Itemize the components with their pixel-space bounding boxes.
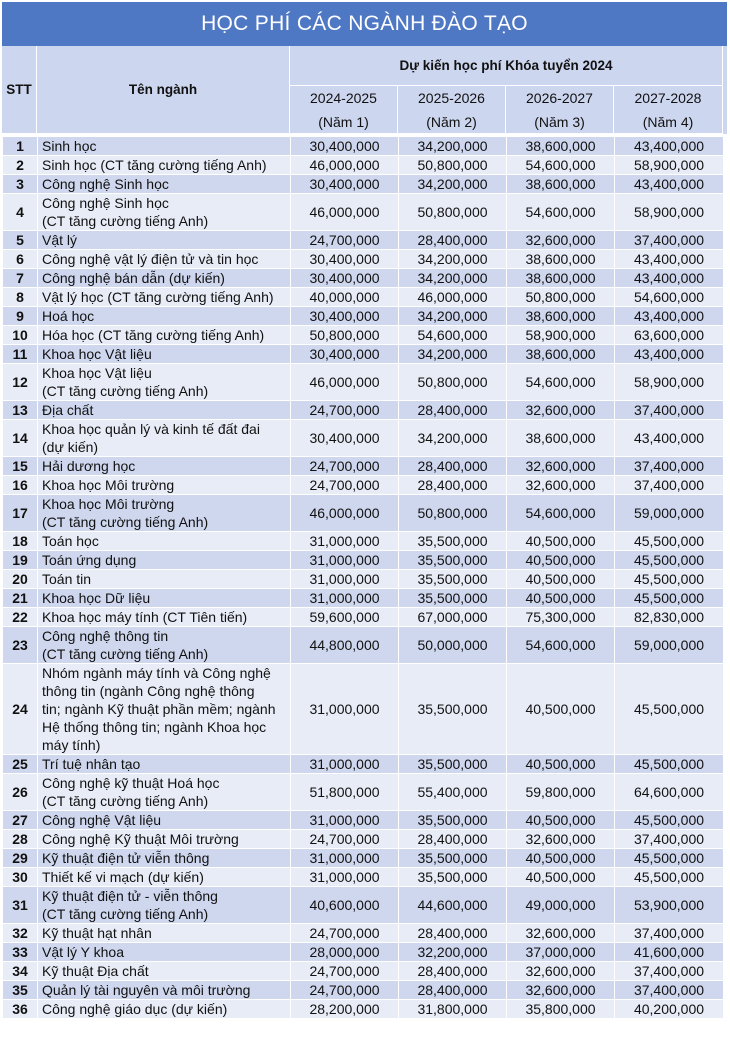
program-name: Khoa học Môi trường (CT tăng cường tiếng Anh): [38, 495, 291, 532]
fee-year-2: 34,200,000: [399, 345, 507, 364]
fee-year-4: 64,600,000: [615, 774, 724, 811]
page-title: HỌC PHÍ CÁC NGÀNH ĐÀO TẠO: [2, 2, 727, 46]
row-number: 1: [3, 137, 38, 156]
year-label: (Năm 2): [426, 113, 477, 130]
table-row: [3, 887, 724, 924]
row-number: 4: [3, 194, 38, 231]
fee-year-3: 38,600,000: [507, 175, 615, 194]
program-name: Kỹ thuật điện tử - viễn thông (CT tăng cường tiếng Anh): [38, 887, 291, 924]
fee-year-3: 32,600,000: [507, 457, 615, 476]
fee-year-2: 35,500,000: [399, 664, 507, 755]
program-name: Địa chất: [38, 401, 291, 420]
table-row: [3, 1000, 724, 1019]
program-name: Sinh học (CT tăng cường tiếng Anh): [38, 156, 291, 175]
program-name: Khoa học quản lý và kinh tế đất đai (dự kiến): [38, 420, 291, 457]
fee-year-2: 50,800,000: [399, 364, 507, 401]
year-label: (Năm 4): [642, 113, 694, 130]
fee-year-4: 45,500,000: [615, 551, 724, 570]
fee-year-3: 75,300,000: [507, 608, 615, 627]
fee-year-1: 40,000,000: [291, 288, 399, 307]
fee-year-4: 40,200,000: [615, 1000, 724, 1019]
program-name: Công nghệ thông tin (CT tăng cường tiếng Anh): [38, 627, 291, 664]
program-name: Hoá học: [38, 307, 291, 326]
row-number: 20: [3, 570, 38, 589]
year-label: (Năm 1): [318, 113, 369, 130]
fee-year-4: 37,400,000: [615, 962, 724, 981]
table-row: [3, 570, 724, 589]
row-number: 28: [3, 830, 38, 849]
row-number: 15: [3, 457, 38, 476]
fee-year-4: 58,900,000: [615, 194, 724, 231]
program-name: Toán học: [38, 532, 291, 551]
fee-table-document: [2, 2, 727, 1048]
header-year-2: [398, 86, 506, 134]
year-range: 2027-2028: [634, 89, 702, 106]
fee-year-2: 50,000,000: [399, 627, 507, 664]
table-row: [3, 551, 724, 570]
program-name: Toán tin: [38, 570, 291, 589]
row-number: 17: [3, 495, 38, 532]
program-name: Vật lý Y khoa: [38, 943, 291, 962]
row-number: 21: [3, 589, 38, 608]
row-number: 2: [3, 156, 38, 175]
program-name: Trí tuệ nhân tạo: [38, 755, 291, 774]
fee-year-3: 40,500,000: [507, 755, 615, 774]
fee-year-2: 28,400,000: [399, 457, 507, 476]
fee-year-2: 35,500,000: [399, 589, 507, 608]
table-row: [3, 589, 724, 608]
row-number: 7: [3, 269, 38, 288]
fee-year-3: 35,800,000: [507, 1000, 615, 1019]
fee-year-3: 49,000,000: [507, 887, 615, 924]
fee-year-4: 63,600,000: [615, 326, 724, 345]
program-name: Công nghệ kỹ thuật Hoá học (CT tăng cường tiếng Anh): [38, 774, 291, 811]
fee-year-3: 32,600,000: [507, 830, 615, 849]
fee-year-2: 32,200,000: [399, 943, 507, 962]
fee-year-2: 50,800,000: [399, 194, 507, 231]
row-number: 26: [3, 774, 38, 811]
fee-year-2: 35,500,000: [399, 532, 507, 551]
fee-year-1: 40,600,000: [291, 887, 399, 924]
fee-year-3: 40,500,000: [507, 570, 615, 589]
table-row: [3, 345, 724, 364]
fee-year-3: 38,600,000: [507, 420, 615, 457]
row-number: 31: [3, 887, 38, 924]
row-number: 30: [3, 868, 38, 887]
fee-year-2: 34,200,000: [399, 175, 507, 194]
table-row: [3, 250, 724, 269]
fee-year-4: 54,600,000: [615, 288, 724, 307]
fee-year-3: 54,600,000: [507, 364, 615, 401]
program-name: Kỹ thuật Địa chất: [38, 962, 291, 981]
fee-year-2: 28,400,000: [399, 476, 507, 495]
program-name: Công nghệ Sinh học (CT tăng cường tiếng Anh): [38, 194, 291, 231]
fee-year-1: 30,400,000: [291, 345, 399, 364]
fee-year-2: 28,400,000: [399, 981, 507, 1000]
header-fee-group: Dự kiến học phí Khóa tuyển 2024: [290, 46, 723, 86]
row-number: 36: [3, 1000, 38, 1019]
fee-year-1: 24,700,000: [291, 924, 399, 943]
year-range: 2026-2027: [526, 89, 593, 106]
header-year-4: [614, 86, 723, 134]
fee-year-4: 45,500,000: [615, 868, 724, 887]
fee-year-3: 40,500,000: [507, 868, 615, 887]
fee-year-2: 35,500,000: [399, 849, 507, 868]
program-name: Sinh học: [38, 137, 291, 156]
table-row: [3, 307, 724, 326]
fee-year-2: 28,400,000: [399, 830, 507, 849]
table-row: [3, 457, 724, 476]
row-number: 32: [3, 924, 38, 943]
table-row: [3, 868, 724, 887]
fee-year-1: 24,700,000: [291, 231, 399, 250]
row-number: 3: [3, 175, 38, 194]
fee-year-4: 37,400,000: [615, 924, 724, 943]
fee-year-3: 40,500,000: [507, 664, 615, 755]
fee-year-3: 32,600,000: [507, 962, 615, 981]
table-row: [3, 532, 724, 551]
table-row: [3, 231, 724, 250]
fee-year-1: 51,800,000: [291, 774, 399, 811]
fee-year-3: 54,600,000: [507, 156, 615, 175]
fee-year-1: 46,000,000: [291, 194, 399, 231]
fee-year-4: 43,400,000: [615, 269, 724, 288]
fee-year-1: 31,000,000: [291, 664, 399, 755]
fee-year-3: 54,600,000: [507, 495, 615, 532]
fee-table: [2, 136, 724, 1019]
fee-year-2: 34,200,000: [399, 269, 507, 288]
year-range: 2024-2025: [310, 89, 377, 106]
table-row: [3, 175, 724, 194]
header-stt: STT: [2, 46, 37, 134]
fee-year-2: 34,200,000: [399, 420, 507, 457]
header-year-3: [506, 86, 614, 134]
fee-year-1: 46,000,000: [291, 495, 399, 532]
fee-year-4: 37,400,000: [615, 830, 724, 849]
row-number: 14: [3, 420, 38, 457]
fee-year-4: 58,900,000: [615, 156, 724, 175]
fee-year-1: 30,400,000: [291, 250, 399, 269]
row-number: 22: [3, 608, 38, 627]
fee-year-3: 38,600,000: [507, 307, 615, 326]
table-row: [3, 137, 724, 156]
fee-year-2: 67,000,000: [399, 608, 507, 627]
table-row: [3, 364, 724, 401]
table-row: [3, 326, 724, 345]
year-range: 2025-2026: [418, 89, 485, 106]
program-name: Hải dương học: [38, 457, 291, 476]
fee-year-1: 44,800,000: [291, 627, 399, 664]
fee-year-4: 45,500,000: [615, 664, 724, 755]
fee-year-4: 37,400,000: [615, 401, 724, 420]
fee-year-4: 45,500,000: [615, 755, 724, 774]
fee-year-4: 43,400,000: [615, 420, 724, 457]
row-number: 18: [3, 532, 38, 551]
table-row: [3, 943, 724, 962]
table-header: [2, 46, 727, 136]
fee-year-1: 31,000,000: [291, 570, 399, 589]
fee-year-3: 32,600,000: [507, 981, 615, 1000]
fee-year-2: 28,400,000: [399, 401, 507, 420]
table-row: [3, 755, 724, 774]
fee-year-1: 50,800,000: [291, 326, 399, 345]
fee-year-2: 35,500,000: [399, 570, 507, 589]
fee-year-2: 34,200,000: [399, 250, 507, 269]
fee-year-4: 59,000,000: [615, 627, 724, 664]
program-name: Công nghệ bán dẫn (dự kiến): [38, 269, 291, 288]
program-name: Nhóm ngành máy tính và Công nghệ thông tin (ngành Công nghệ thông tin; ngành Kỹ thuật phần mềm; ngành Hệ thống thông tin; ngành Khoa học máy tính): [38, 664, 291, 755]
row-number: 8: [3, 288, 38, 307]
fee-year-2: 34,200,000: [399, 137, 507, 156]
fee-year-4: 53,900,000: [615, 887, 724, 924]
fee-year-3: 54,600,000: [507, 627, 615, 664]
fee-year-1: 24,700,000: [291, 981, 399, 1000]
fee-table-body: [3, 137, 724, 1019]
program-name: Công nghệ giáo dục (dự kiến): [38, 1000, 291, 1019]
fee-year-4: 43,400,000: [615, 175, 724, 194]
fee-year-2: 50,800,000: [399, 156, 507, 175]
fee-year-4: 59,000,000: [615, 495, 724, 532]
row-number: 25: [3, 755, 38, 774]
fee-year-1: 31,000,000: [291, 551, 399, 570]
program-name: Khoa học Vật liệu: [38, 345, 291, 364]
fee-year-2: 54,600,000: [399, 326, 507, 345]
fee-year-1: 31,000,000: [291, 532, 399, 551]
fee-year-4: 82,830,000: [615, 608, 724, 627]
program-name: Kỹ thuật điện tử viễn thông: [38, 849, 291, 868]
fee-year-1: 24,700,000: [291, 457, 399, 476]
fee-year-2: 28,400,000: [399, 962, 507, 981]
fee-year-1: 30,400,000: [291, 137, 399, 156]
header-program-name: Tên ngành: [37, 46, 290, 134]
table-row: [3, 811, 724, 830]
program-name: Khoa học Môi trường: [38, 476, 291, 495]
year-label: (Năm 3): [534, 113, 585, 130]
program-name: Toán ứng dụng: [38, 551, 291, 570]
fee-year-2: 35,500,000: [399, 551, 507, 570]
row-number: 5: [3, 231, 38, 250]
fee-year-2: 55,400,000: [399, 774, 507, 811]
fee-year-3: 37,000,000: [507, 943, 615, 962]
table-row: [3, 269, 724, 288]
row-number: 16: [3, 476, 38, 495]
fee-year-1: 28,000,000: [291, 943, 399, 962]
fee-year-4: 45,500,000: [615, 811, 724, 830]
fee-year-2: 28,400,000: [399, 924, 507, 943]
fee-year-1: 30,400,000: [291, 175, 399, 194]
fee-year-1: 30,400,000: [291, 420, 399, 457]
program-name: Quản lý tài nguyên và môi trường: [38, 981, 291, 1000]
row-number: 29: [3, 849, 38, 868]
fee-year-1: 24,700,000: [291, 401, 399, 420]
row-number: 27: [3, 811, 38, 830]
table-row: [3, 420, 724, 457]
fee-year-1: 24,700,000: [291, 830, 399, 849]
fee-year-1: 24,700,000: [291, 962, 399, 981]
fee-year-4: 43,400,000: [615, 345, 724, 364]
table-row: [3, 476, 724, 495]
row-number: 19: [3, 551, 38, 570]
fee-year-3: 40,500,000: [507, 849, 615, 868]
fee-year-3: 32,600,000: [507, 924, 615, 943]
program-name: Vật lý học (CT tăng cường tiếng Anh): [38, 288, 291, 307]
fee-year-4: 37,400,000: [615, 476, 724, 495]
table-row: [3, 981, 724, 1000]
program-name: Công nghệ vật lý điện tử và tin học: [38, 250, 291, 269]
table-row: [3, 830, 724, 849]
program-name: Khoa học máy tính (CT Tiên tiến): [38, 608, 291, 627]
fee-year-1: 31,000,000: [291, 868, 399, 887]
fee-year-3: 50,800,000: [507, 288, 615, 307]
fee-year-2: 31,800,000: [399, 1000, 507, 1019]
fee-year-3: 40,500,000: [507, 811, 615, 830]
fee-year-3: 54,600,000: [507, 194, 615, 231]
fee-year-3: 38,600,000: [507, 250, 615, 269]
fee-year-4: 45,500,000: [615, 849, 724, 868]
fee-year-1: 30,400,000: [291, 307, 399, 326]
fee-year-1: 31,000,000: [291, 811, 399, 830]
table-row: [3, 288, 724, 307]
table-row: [3, 664, 724, 755]
row-number: 33: [3, 943, 38, 962]
fee-year-4: 45,500,000: [615, 589, 724, 608]
table-row: [3, 924, 724, 943]
fee-year-3: 40,500,000: [507, 551, 615, 570]
fee-year-4: 37,400,000: [615, 457, 724, 476]
fee-year-3: 59,800,000: [507, 774, 615, 811]
row-number: 34: [3, 962, 38, 981]
table-row: [3, 401, 724, 420]
table-row: [3, 627, 724, 664]
fee-year-3: 32,600,000: [507, 476, 615, 495]
fee-year-1: 24,700,000: [291, 476, 399, 495]
table-row: [3, 962, 724, 981]
program-name: Khoa học Vật liệu (CT tăng cường tiếng Anh): [38, 364, 291, 401]
fee-year-4: 43,400,000: [615, 250, 724, 269]
fee-year-4: 41,600,000: [615, 943, 724, 962]
fee-year-2: 28,400,000: [399, 231, 507, 250]
table-row: [3, 608, 724, 627]
table-row: [3, 774, 724, 811]
row-number: 10: [3, 326, 38, 345]
fee-year-3: 40,500,000: [507, 589, 615, 608]
program-name: Thiết kế vi mạch (dự kiến): [38, 868, 291, 887]
table-row: [3, 194, 724, 231]
row-number: 35: [3, 981, 38, 1000]
fee-year-3: 58,900,000: [507, 326, 615, 345]
fee-year-2: 44,600,000: [399, 887, 507, 924]
fee-year-4: 43,400,000: [615, 137, 724, 156]
fee-year-3: 32,600,000: [507, 231, 615, 250]
fee-year-3: 38,600,000: [507, 137, 615, 156]
fee-year-1: 46,000,000: [291, 156, 399, 175]
row-number: 12: [3, 364, 38, 401]
table-row: [3, 156, 724, 175]
fee-year-1: 28,200,000: [291, 1000, 399, 1019]
program-name: Kỹ thuật hạt nhân: [38, 924, 291, 943]
fee-year-2: 35,500,000: [399, 755, 507, 774]
row-number: 6: [3, 250, 38, 269]
fee-year-4: 45,500,000: [615, 532, 724, 551]
fee-year-3: 40,500,000: [507, 532, 615, 551]
fee-year-4: 43,400,000: [615, 307, 724, 326]
row-number: 9: [3, 307, 38, 326]
fee-year-1: 31,000,000: [291, 755, 399, 774]
fee-year-3: 32,600,000: [507, 401, 615, 420]
table-row: [3, 495, 724, 532]
program-name: Khoa học Dữ liệu: [38, 589, 291, 608]
header-year-1: [290, 86, 398, 134]
row-number: 13: [3, 401, 38, 420]
fee-year-1: 31,000,000: [291, 849, 399, 868]
fee-year-1: 59,600,000: [291, 608, 399, 627]
fee-year-1: 46,000,000: [291, 364, 399, 401]
program-name: Công nghệ Kỹ thuật Môi trường: [38, 830, 291, 849]
fee-year-3: 38,600,000: [507, 269, 615, 288]
fee-year-2: 35,500,000: [399, 811, 507, 830]
program-name: Công nghệ Vật liệu: [38, 811, 291, 830]
row-number: 11: [3, 345, 38, 364]
table-row: [3, 849, 724, 868]
fee-year-1: 30,400,000: [291, 269, 399, 288]
fee-year-4: 58,900,000: [615, 364, 724, 401]
row-number: 24: [3, 664, 38, 755]
fee-year-1: 31,000,000: [291, 589, 399, 608]
row-number: 23: [3, 627, 38, 664]
fee-year-4: 37,400,000: [615, 981, 724, 1000]
fee-year-2: 34,200,000: [399, 307, 507, 326]
fee-year-2: 35,500,000: [399, 868, 507, 887]
program-name: Công nghệ Sinh học: [38, 175, 291, 194]
fee-year-2: 46,000,000: [399, 288, 507, 307]
fee-year-4: 45,500,000: [615, 570, 724, 589]
program-name: Vật lý: [38, 231, 291, 250]
program-name: Hóa học (CT tăng cường tiếng Anh): [38, 326, 291, 345]
fee-year-3: 38,600,000: [507, 345, 615, 364]
fee-year-2: 50,800,000: [399, 495, 507, 532]
fee-year-4: 37,400,000: [615, 231, 724, 250]
